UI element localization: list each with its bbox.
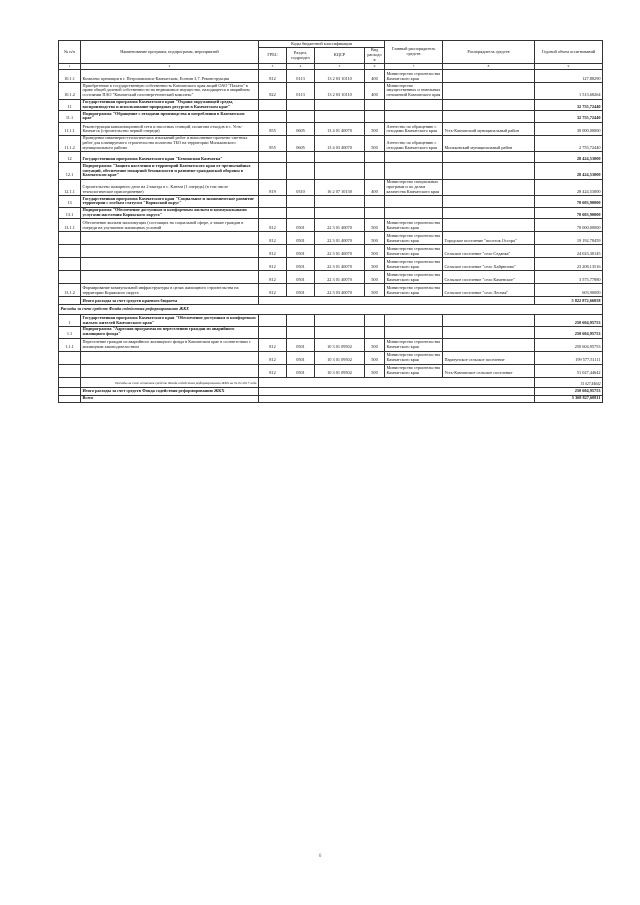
empty-cell	[259, 387, 535, 395]
colnum: 5	[315, 64, 365, 70]
row-main-manager: Министерство строительства Камчатского края	[385, 284, 443, 297]
row-number: 11.1.2	[59, 135, 81, 151]
row-kcsr: 13 4 01 40070	[315, 122, 365, 135]
row-amount: 3 575,77880	[535, 271, 603, 284]
empty-cell	[443, 111, 535, 123]
row-name: Государственная программа Камчатского края "Охрана окружающей среды, воспроизводство и использование природных ресурсов в Камчатском крае"	[81, 99, 259, 111]
row-recipient: Сельское поселение "село Каменское"	[443, 271, 535, 284]
total-label: Итого расходы за счет средств краевого бюджета	[81, 297, 259, 305]
empty-cell	[287, 196, 315, 208]
row-expense-type: 400	[365, 83, 385, 99]
row-main-manager: Министерство строительства Камчатского края	[385, 351, 443, 364]
empty-cell	[385, 152, 443, 163]
empty-cell	[259, 326, 287, 338]
row-section: 0501	[287, 219, 315, 232]
row-number	[59, 232, 81, 245]
total-label: Всего	[81, 395, 259, 402]
empty-cell	[443, 99, 535, 111]
header-codes-group: Коды бюджетной классификации	[259, 41, 385, 48]
row-recipient	[443, 70, 535, 83]
header-ksr: КЦСР	[315, 47, 365, 63]
colnum: 9	[535, 64, 603, 70]
empty-cell	[365, 207, 385, 219]
row-name	[81, 258, 259, 271]
table-row	[59, 351, 603, 364]
row-kcsr: 13 2 03 10110	[315, 70, 365, 83]
table-row	[59, 99, 603, 111]
row-amount: 2 755,72440	[535, 135, 603, 151]
empty-cell	[443, 326, 535, 338]
table-row	[59, 152, 603, 163]
row-section: 0310	[287, 179, 315, 195]
table-row	[59, 70, 603, 83]
table-row	[59, 338, 603, 351]
row-expense-type: 500	[365, 364, 385, 377]
row-section: 0501	[287, 364, 315, 377]
row-kcsr: 22 3 01 40070	[315, 232, 365, 245]
row-kcsr: 13 4 03 40070	[315, 135, 365, 151]
table-row	[59, 111, 603, 123]
table-body	[59, 70, 603, 403]
colnum: 1	[59, 64, 81, 70]
total-amount: 250 604,95753	[535, 387, 603, 395]
row-grbs: 819	[259, 179, 287, 195]
row-amount: 32 755,72440	[535, 99, 603, 111]
header-num: № п/п	[59, 41, 81, 64]
row-recipient: Паратунское сельское поселение	[443, 351, 535, 364]
row-amount: 70 603,90000	[535, 196, 603, 208]
row-name	[81, 245, 259, 258]
row-number: 12.1.1	[59, 179, 81, 195]
row-name: Подпрограмма "Защита населения и территорий Камчатского края от чрезвычайных ситуаций, обеспечение пожарной безопасности и развитие гражданской обороны в Камчатском крае"	[81, 163, 259, 179]
row-number	[59, 258, 81, 271]
header-name: Наименование программ, подпрограмм, мероприятий	[81, 41, 259, 64]
row-number: 1.1	[59, 326, 81, 338]
row-name: Формирование коммунальной инфраструктуры в целях жилищного строительства на территории Корякского округа	[81, 284, 259, 297]
empty-cell	[385, 111, 443, 123]
row-main-manager: Министерство специальных программ и по делам казачества Камчатского края	[385, 179, 443, 195]
table-row	[59, 364, 603, 377]
row-number	[59, 351, 81, 364]
row-number: 13.1.1	[59, 219, 81, 232]
row-recipient: Усть-Камчатское сельское поселение	[443, 364, 535, 377]
colnum: 7	[385, 64, 443, 70]
table-row	[59, 122, 603, 135]
empty-cell	[315, 315, 365, 327]
row-grbs: 812	[259, 219, 287, 232]
row-recipient	[443, 338, 535, 351]
row-main-manager: Министерство строительства Камчатского края	[385, 70, 443, 83]
row-amount: 23 208,13516	[535, 258, 603, 271]
row-main-manager: Министерство строительства Камчатского края	[385, 364, 443, 377]
empty-cell	[59, 377, 81, 387]
empty-cell	[259, 111, 287, 123]
empty-cell	[443, 196, 535, 208]
row-recipient: Сельское поселение "село Хайрюзово"	[443, 258, 535, 271]
row-expense-type: 500	[365, 219, 385, 232]
row-expense-type: 500	[365, 135, 385, 151]
table-row	[59, 219, 603, 232]
row-amount: 70 000,00000	[535, 219, 603, 232]
total-amount: 5 822 872,66058	[535, 297, 603, 305]
table-row	[59, 196, 603, 208]
empty-cell	[287, 111, 315, 123]
table-header	[59, 41, 603, 70]
row-number: 1.1.1	[59, 338, 81, 351]
empty-cell	[443, 315, 535, 327]
colnum: 2	[81, 64, 259, 70]
row-section: 0501	[287, 258, 315, 271]
row-name: Реконструкция канализационной сети и насосных станций, полигона отходов в с. Усть-Камчатск (строительство первой очереди)	[81, 122, 259, 135]
row-amount: 250 604,95753	[535, 338, 603, 351]
empty-cell	[287, 163, 315, 179]
row-name: Переселение граждан из аварийного жилищного фонда в Камчатском крае в соответствии с жилищным законодательством	[81, 338, 259, 351]
empty-cell	[259, 152, 287, 163]
row-expense-type: 500	[365, 122, 385, 135]
empty-cell	[59, 395, 81, 402]
row-main-manager: Министерство строительства Камчатского края	[385, 219, 443, 232]
empty-cell	[385, 99, 443, 111]
empty-cell	[315, 111, 365, 123]
row-number: 12.1	[59, 163, 81, 179]
table-row	[59, 395, 603, 402]
row-recipient	[443, 219, 535, 232]
empty-cell	[315, 207, 365, 219]
row-grbs: 855	[259, 135, 287, 151]
row-recipient: Городское поселение "поселок Оссора"	[443, 232, 535, 245]
empty-cell	[443, 207, 535, 219]
empty-cell	[259, 99, 287, 111]
section-heading: Расходы за счет средств Фонда содействия реформированию ЖКХ	[59, 305, 603, 315]
row-name: Подпрограмма "Адресная программа по переселению граждан из аварийного жилищного фонда"	[81, 326, 259, 338]
row-name: Обеспечение жильем малоимущих (состоящих на социальной сфере, а также граждан в очереди на улучшение жилищных условий	[81, 219, 259, 232]
header-vr: Вид расходов	[365, 47, 385, 63]
row-number	[59, 271, 81, 284]
empty-cell	[385, 207, 443, 219]
row-amount: 28 424,53000	[535, 163, 603, 179]
row-grbs: 812	[259, 338, 287, 351]
row-main-manager: Министерство строительства Камчатского края	[385, 245, 443, 258]
colnum: 4	[287, 64, 315, 70]
empty-cell	[365, 326, 385, 338]
row-kcsr: 22 3 01 40070	[315, 219, 365, 232]
row-recipient: Сельское поселение "село Седанка"	[443, 245, 535, 258]
row-recipient	[443, 83, 535, 99]
header-grbs: ГРБС	[259, 47, 287, 63]
row-kcsr: 22 3 01 40070	[315, 271, 365, 284]
empty-cell	[287, 99, 315, 111]
empty-cell	[315, 196, 365, 208]
row-amount: 603,90000	[535, 284, 603, 297]
table-row	[59, 258, 603, 271]
row-number: 13.1	[59, 207, 81, 219]
note-amount: 51 027,44642	[535, 377, 603, 387]
note-text: Расходы за счет остатков средств Фонда содействия реформированию ЖКХ на 01.01.2017 года	[81, 377, 259, 387]
row-kcsr: 22 3 01 40070	[315, 245, 365, 258]
table-row	[59, 305, 603, 315]
colnum: 6	[365, 64, 385, 70]
row-amount: 19 192,78459	[535, 232, 603, 245]
empty-cell	[443, 163, 535, 179]
row-expense-type: 500	[365, 258, 385, 271]
empty-cell	[443, 152, 535, 163]
table-row	[59, 83, 603, 99]
row-expense-type: 500	[365, 351, 385, 364]
row-expense-type: 500	[365, 338, 385, 351]
row-section: 0501	[287, 271, 315, 284]
page-number: 6	[318, 853, 322, 859]
row-number	[59, 364, 81, 377]
row-amount: 28 424,53000	[535, 179, 603, 195]
table-row	[59, 297, 603, 305]
empty-cell	[315, 99, 365, 111]
row-kcsr: 10 3 01 09502	[315, 338, 365, 351]
row-recipient	[443, 179, 535, 195]
row-recipient: Мильковский муниципальный район	[443, 135, 535, 151]
row-section: 0113	[287, 70, 315, 83]
empty-cell	[365, 163, 385, 179]
row-main-manager: Министерство строительства Камчатского края	[385, 271, 443, 284]
row-number: 11	[59, 99, 81, 111]
row-name	[81, 232, 259, 245]
row-amount: 1 513,68264	[535, 83, 603, 99]
row-amount: 32 755,72440	[535, 111, 603, 123]
empty-cell	[59, 297, 81, 305]
empty-cell	[365, 99, 385, 111]
empty-cell	[259, 395, 535, 402]
row-number: 1	[59, 315, 81, 327]
row-number: 12	[59, 152, 81, 163]
row-main-manager: Агентство по обращению с отходами Камчатского края	[385, 122, 443, 135]
row-name: Приобретение в государственную собственность Камчатского края акций ОАО "Палата" в праве общей долевой собственности на недвижимое имущество, находящееся в аварийном состоянии ПАО "Камчатский газоэнергетический комплекс"	[81, 83, 259, 99]
row-expense-type: 500	[365, 284, 385, 297]
row-number: 13.1.2	[59, 284, 81, 297]
empty-cell	[365, 111, 385, 123]
row-main-manager: Министерство строительства Камчатского края	[385, 258, 443, 271]
row-grbs: 812	[259, 258, 287, 271]
empty-cell	[365, 315, 385, 327]
empty-cell	[287, 152, 315, 163]
empty-cell	[365, 196, 385, 208]
row-kcsr: 22 3 03 40070	[315, 284, 365, 297]
row-amount: 51 027,44642	[535, 364, 603, 377]
table-row	[59, 377, 603, 387]
empty-cell	[259, 377, 535, 387]
row-number: 10.1.1	[59, 70, 81, 83]
row-kcsr: 10 3 01 09502	[315, 351, 365, 364]
row-section: 0501	[287, 232, 315, 245]
row-name	[81, 271, 259, 284]
table-row	[59, 163, 603, 179]
table-row	[59, 326, 603, 338]
table-row	[59, 245, 603, 258]
empty-cell	[259, 163, 287, 179]
row-name: Проведение инженерно-геологических изысканий работ и выполнение проектно-сметных работ для планируемого строительства полигона ТБО на территории Мильковского муниципального района	[81, 135, 259, 151]
empty-cell	[259, 207, 287, 219]
row-expense-type: 500	[365, 232, 385, 245]
row-kcsr: 10 3 01 09502	[315, 364, 365, 377]
empty-cell	[385, 163, 443, 179]
row-section: 0605	[287, 122, 315, 135]
table-row	[59, 315, 603, 327]
row-main-manager: Агентство по обращению с отходами Камчатского края	[385, 135, 443, 151]
row-section: 0501	[287, 338, 315, 351]
total-label: Итого расходы за счет средств Фонда содействия реформированию ЖКХ	[81, 387, 259, 395]
empty-cell	[287, 207, 315, 219]
total-amount: 5 368 827,60811	[535, 395, 603, 402]
empty-cell	[59, 387, 81, 395]
row-grbs: 822	[259, 83, 287, 99]
empty-cell	[287, 315, 315, 327]
row-number	[59, 245, 81, 258]
row-name: Подпрограмма "Обеспечение доступным и комфортным жильем и коммунальными услугами населения Корякского округа"	[81, 207, 259, 219]
row-name: Государственная программа Камчатского края "Социальное и экономическое развитие территории с особым статусом "Корякский округ"	[81, 196, 259, 208]
table-row	[59, 179, 603, 195]
row-number: 11.1	[59, 111, 81, 123]
row-name: Подпрограмма "Обращение с отходами производства и потребления в Камчатском крае"	[81, 111, 259, 123]
row-main-manager: Министерство имущественных и земельных отношений Камчатского края	[385, 83, 443, 99]
empty-cell	[315, 163, 365, 179]
empty-cell	[385, 196, 443, 208]
row-kcsr: 22 3 01 40070	[315, 258, 365, 271]
row-number: 11.1.1	[59, 122, 81, 135]
empty-cell	[385, 326, 443, 338]
row-recipient: Сельское поселение "село Лесная"	[443, 284, 535, 297]
empty-cell	[365, 152, 385, 163]
row-grbs: 812	[259, 232, 287, 245]
empty-cell	[315, 152, 365, 163]
row-kcsr: 13 2 03 10110	[315, 83, 365, 99]
table-row	[59, 387, 603, 395]
row-expense-type: 500	[365, 271, 385, 284]
row-section: 0605	[287, 135, 315, 151]
empty-cell	[385, 315, 443, 327]
empty-cell	[259, 315, 287, 327]
table-row	[59, 284, 603, 297]
row-expense-type: 400	[365, 70, 385, 83]
row-grbs: 812	[259, 70, 287, 83]
row-section: 0501	[287, 245, 315, 258]
table-row	[59, 232, 603, 245]
row-expense-type: 400	[365, 179, 385, 195]
row-section: 0113	[287, 83, 315, 99]
header-rzpr: Раздел, подраздел	[287, 47, 315, 63]
row-grbs: 812	[259, 245, 287, 258]
row-amount: 199 577,51111	[535, 351, 603, 364]
table-row	[59, 135, 603, 151]
row-name: Государственная программа Камчатского края "Безопасная Камчатка"	[81, 152, 259, 163]
empty-cell	[315, 326, 365, 338]
row-grbs: 812	[259, 351, 287, 364]
colnum: 3	[259, 64, 287, 70]
row-name: Комплекс кремации в г. Петропавловск-Камчатском, Есенин 3,7. Реконструкция	[81, 70, 259, 83]
row-amount: 127,88290	[535, 70, 603, 83]
header-main-manager: Главный распорядитель средств	[385, 41, 443, 64]
row-name	[81, 364, 259, 377]
empty-cell	[287, 326, 315, 338]
row-amount: 30 000,00000	[535, 122, 603, 135]
row-grbs: 812	[259, 364, 287, 377]
table-row	[59, 271, 603, 284]
row-section: 0501	[287, 351, 315, 364]
row-expense-type: 500	[365, 245, 385, 258]
empty-cell	[259, 196, 287, 208]
budget-table	[58, 40, 603, 403]
row-main-manager: Министерство строительства Камчатского края	[385, 232, 443, 245]
row-name: Государственная программа Камчатского края "Обеспечение доступным и комфортным жильем жителей Камчатского края"	[81, 315, 259, 327]
row-main-manager: Министерство строительства Камчатского края	[385, 338, 443, 351]
row-recipient: Усть-Камчатский муниципальный район	[443, 122, 535, 135]
row-grbs: 855	[259, 122, 287, 135]
row-grbs: 812	[259, 271, 287, 284]
colnum: 8	[443, 64, 535, 70]
row-section: 0501	[287, 284, 315, 297]
row-amount: 24 023,30145	[535, 245, 603, 258]
row-amount: 250 604,95753	[535, 326, 603, 338]
row-name	[81, 351, 259, 364]
row-amount: 70 603,90000	[535, 207, 603, 219]
row-amount: 250 604,95753	[535, 315, 603, 327]
header-recipient: Распорядитель средств	[443, 41, 535, 64]
row-name: Строительство пожарного депо на 2 выезда в с. Ключи (1 очередь) (в том числе технологическое присоединение)	[81, 179, 259, 195]
row-amount: 28 424,53000	[535, 152, 603, 163]
row-kcsr: 16 2 07 10130	[315, 179, 365, 195]
row-number: 10.1.2	[59, 83, 81, 99]
table-row	[59, 207, 603, 219]
row-grbs: 812	[259, 284, 287, 297]
row-number: 13	[59, 196, 81, 208]
header-annual: Годовой объем ассигнований	[535, 41, 603, 64]
empty-cell	[259, 297, 535, 305]
